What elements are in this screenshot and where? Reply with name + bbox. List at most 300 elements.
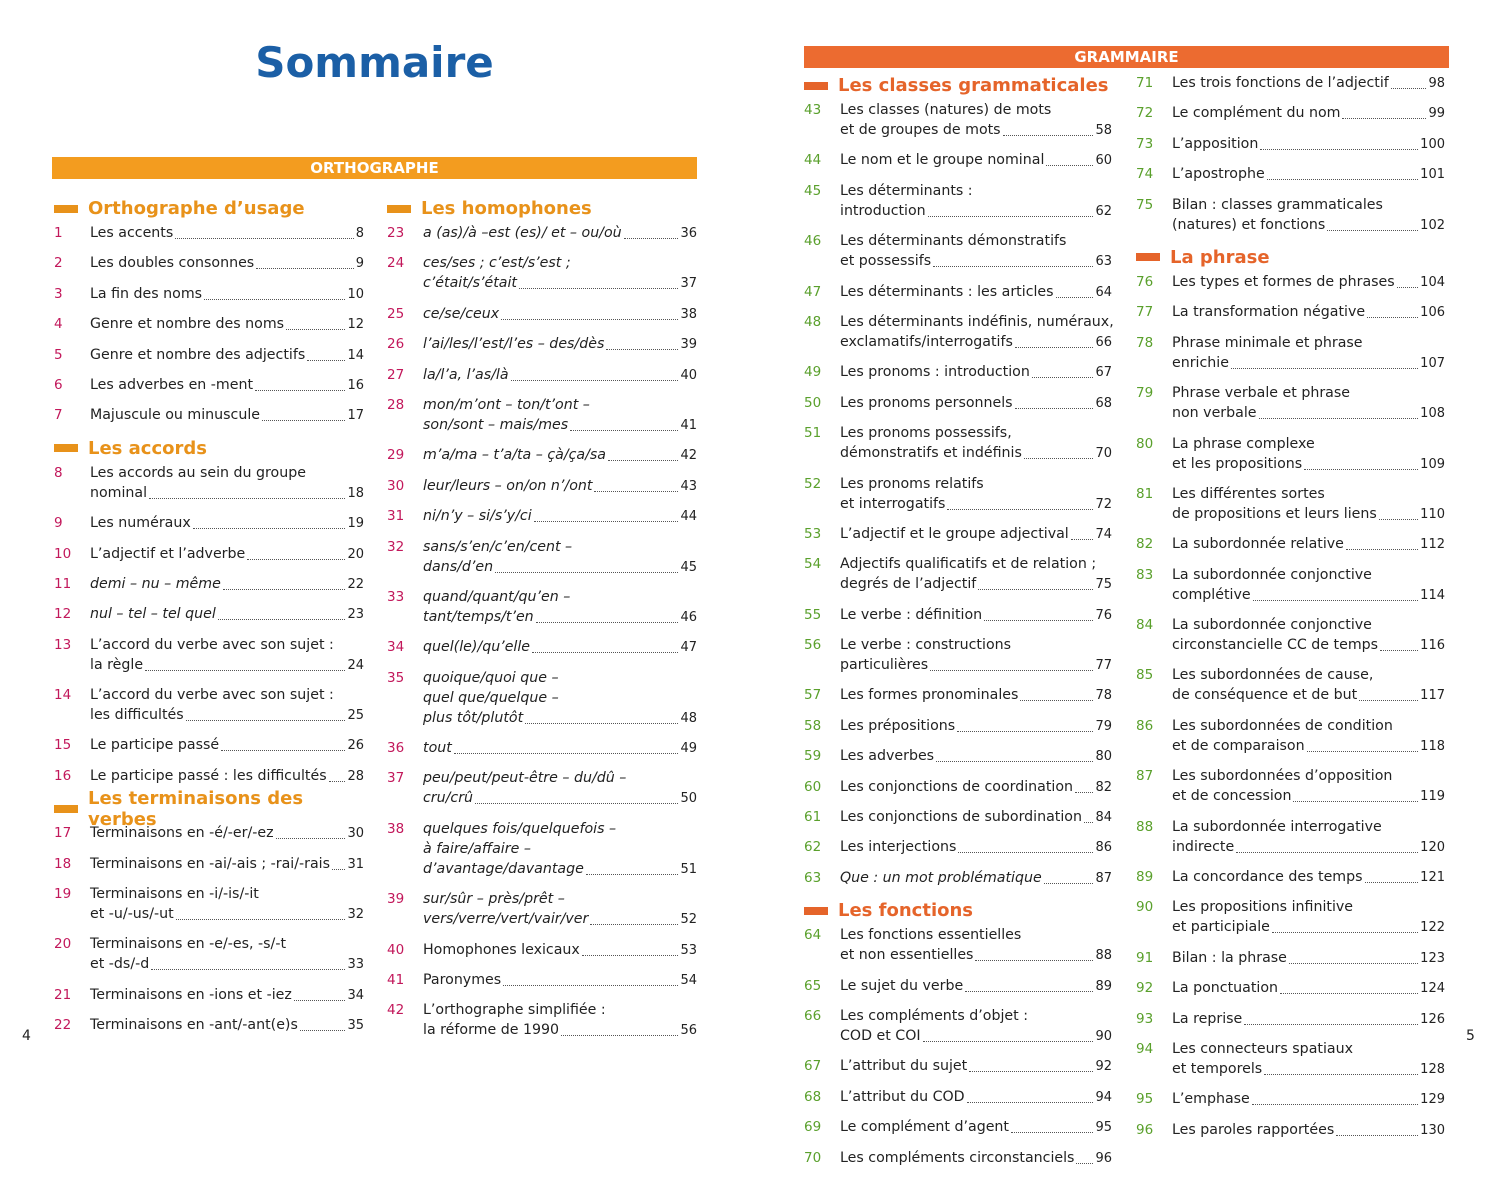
toc-entry[interactable] [1136, 383, 1445, 424]
dot-leader [1367, 316, 1418, 318]
toc-entry[interactable] [1136, 978, 1445, 999]
toc-entry[interactable] [1136, 164, 1445, 185]
toc-entry[interactable] [54, 463, 364, 504]
entry-line [1172, 766, 1445, 786]
entry-page: 74 [1095, 526, 1112, 542]
entry-number: 6 [54, 376, 63, 393]
entry-body [423, 738, 697, 759]
entry-line [840, 524, 1112, 545]
toc-entry[interactable] [387, 970, 697, 991]
toc-entry[interactable] [54, 766, 364, 787]
toc-entry[interactable] [54, 375, 364, 396]
entry-body [1172, 867, 1445, 888]
section-title: Les homophones [421, 198, 592, 219]
toc-entry[interactable] [54, 823, 364, 844]
entry-title: Les différentes sortes [1172, 485, 1325, 502]
entry-line [90, 766, 364, 787]
toc-entry[interactable] [1136, 484, 1445, 525]
entry-line [90, 544, 364, 565]
entry-number: 79 [1136, 385, 1154, 402]
dot-leader [294, 999, 346, 1001]
entry-page: 38 [680, 306, 697, 322]
toc-entry[interactable] [804, 1148, 1112, 1169]
toc-entry[interactable] [804, 524, 1112, 545]
toc-entry[interactable] [1136, 665, 1445, 706]
entry-body [840, 362, 1112, 383]
entry-number: 68 [804, 1088, 822, 1105]
toc-entry[interactable] [54, 884, 364, 925]
entry-title: Les accents [90, 225, 174, 241]
entry-number: 66 [804, 1007, 822, 1024]
entry-line [90, 705, 364, 726]
toc-entry[interactable] [1136, 302, 1445, 323]
entry-number: 16 [54, 767, 72, 784]
entry-number: 11 [54, 575, 72, 592]
dot-leader [965, 990, 1093, 992]
toc-entry[interactable] [54, 314, 364, 335]
toc-entry[interactable] [804, 554, 1112, 595]
toc-entry[interactable] [387, 940, 697, 961]
entry-number: 64 [804, 927, 822, 944]
entry-page: 87 [1095, 870, 1112, 886]
entry-body [423, 819, 697, 880]
toc-entry[interactable] [387, 445, 697, 466]
toc-entry[interactable] [804, 807, 1112, 828]
entry-line [1172, 215, 1445, 236]
toc-entry[interactable] [804, 1056, 1112, 1077]
dot-leader [536, 621, 679, 623]
toc-entry[interactable] [1136, 73, 1445, 94]
entry-line [423, 909, 697, 930]
entry-title: Que : un mot problématique [840, 869, 1042, 886]
entry-number: 20 [54, 936, 72, 953]
entry-page: 76 [1095, 607, 1112, 623]
entry-number: 9 [54, 515, 63, 532]
dot-leader [501, 318, 678, 320]
toc-entry[interactable] [1136, 195, 1445, 236]
toc-entry[interactable] [387, 365, 697, 386]
entry-number: 83 [1136, 566, 1154, 583]
toc-entry[interactable] [804, 282, 1112, 303]
entry-number: 77 [1136, 304, 1154, 321]
toc-entry[interactable] [54, 253, 364, 274]
entry-title: quand/quant/qu’en – [423, 588, 571, 605]
toc-entry[interactable] [804, 716, 1112, 737]
entry-page: 33 [347, 957, 364, 973]
toc-entry[interactable] [1136, 103, 1445, 124]
entry-title: tant/temps/t’en [423, 608, 534, 625]
entry-line [840, 746, 1112, 767]
section-title: Orthographe d’usage [88, 198, 305, 219]
entry-title: l’ai/les/l’est/l’es – des/dès [423, 336, 605, 353]
dot-leader [928, 215, 1094, 217]
toc-entry[interactable] [387, 506, 697, 527]
entry-number: 71 [1136, 75, 1154, 91]
entry-number: 50 [804, 394, 822, 411]
toc-entry[interactable] [387, 223, 697, 244]
entry-line [90, 854, 364, 875]
entry-title: Terminaisons en -ant/-ant(e)s [90, 1017, 298, 1034]
entry-line [423, 587, 697, 607]
toc-entry[interactable] [54, 1015, 364, 1036]
toc-entry[interactable] [1136, 134, 1445, 155]
toc-entry[interactable] [1136, 716, 1445, 757]
entry-title: et de concession [1172, 788, 1292, 805]
toc-entry[interactable] [387, 738, 697, 759]
entry-title: La subordonnée interrogative [1172, 818, 1382, 835]
toc-entry[interactable] [387, 304, 697, 325]
toc-entry[interactable] [1136, 817, 1445, 858]
toc-entry[interactable] [54, 405, 364, 426]
entry-line [1172, 534, 1445, 555]
entry-title: introduction [840, 202, 926, 219]
entry-title: enrichie [1172, 354, 1229, 371]
dot-leader [957, 730, 1093, 732]
entry-line [423, 637, 697, 658]
toc-entry[interactable] [804, 1117, 1112, 1138]
toc-entry[interactable] [54, 735, 364, 756]
entry-line [1172, 272, 1445, 293]
entry-title: Genre et nombre des noms [90, 316, 285, 333]
entry-body [90, 544, 364, 565]
entry-page: 20 [347, 546, 364, 562]
entry-number: 22 [54, 1017, 72, 1034]
entry-page: 23 [347, 607, 364, 623]
entry-line [423, 395, 697, 415]
orthographe-column-1 [54, 196, 364, 1046]
entry-page: 89 [1095, 978, 1112, 994]
dot-leader [1365, 881, 1419, 883]
toc-entry[interactable] [54, 934, 364, 975]
entry-title: (natures) et fonctions [1172, 216, 1326, 233]
dot-leader [590, 923, 678, 925]
entry-title: de propositions et leurs liens [1172, 505, 1377, 522]
dot-leader [1272, 931, 1418, 933]
toc-entry[interactable] [1136, 333, 1445, 374]
entry-body [90, 513, 364, 534]
entry-page: 99 [1428, 106, 1445, 122]
entry-number: 78 [1136, 334, 1154, 351]
entry-page: 119 [1420, 789, 1445, 805]
entry-page: 52 [680, 912, 697, 928]
entry-body [423, 506, 697, 527]
entry-line [1172, 1120, 1445, 1141]
toc-entry[interactable] [387, 1000, 697, 1041]
toc-entry[interactable] [54, 513, 364, 534]
entry-body [423, 537, 697, 578]
entry-body [1172, 948, 1445, 969]
toc-entry[interactable] [804, 605, 1112, 626]
entry-title: les difficultés [90, 707, 184, 724]
toc-entry[interactable] [387, 668, 697, 729]
toc-entry[interactable] [54, 574, 364, 595]
toc-entry[interactable] [804, 746, 1112, 767]
entry-title: de conséquence et de but [1172, 687, 1358, 704]
entry-number: 59 [804, 748, 822, 765]
toc-entry[interactable] [387, 253, 697, 294]
entry-page: 64 [1095, 284, 1112, 300]
dot-leader [193, 527, 346, 529]
entry-page: 116 [1420, 638, 1445, 654]
entry-line [90, 463, 364, 483]
entry-body [423, 445, 697, 466]
entry-page: 124 [1420, 981, 1445, 997]
entry-number: 56 [804, 637, 822, 654]
entry-body [90, 823, 364, 844]
dot-leader [1380, 649, 1418, 651]
entry-title: vers/verre/vert/vair/ver [423, 911, 589, 928]
entry-line [1172, 948, 1445, 969]
entry-body [90, 253, 364, 274]
entry-page: 22 [347, 576, 364, 592]
section-marker [1136, 253, 1160, 261]
toc-entry[interactable] [1136, 1009, 1445, 1030]
entry-line [90, 735, 364, 756]
entry-page: 104 [1420, 274, 1445, 290]
entry-line [423, 668, 697, 688]
entry-line [1172, 786, 1445, 807]
entry-number: 26 [387, 336, 405, 353]
entry-page: 96 [1095, 1150, 1112, 1166]
entry-number: 42 [387, 1002, 405, 1019]
toc-entry[interactable] [1136, 1039, 1445, 1080]
dot-leader [1252, 1103, 1418, 1105]
entry-number: 69 [804, 1119, 822, 1136]
entry-line [840, 362, 1112, 383]
toc-entry[interactable] [804, 423, 1112, 464]
entry-number: 35 [387, 669, 405, 686]
entry-title: quelques fois/quelquefois – [423, 820, 617, 837]
toc-entry[interactable] [1136, 565, 1445, 606]
toc-entry[interactable] [804, 925, 1112, 966]
entry-title: L’attribut du sujet [840, 1058, 968, 1075]
toc-entry[interactable] [1136, 948, 1445, 969]
entry-number: 41 [387, 972, 405, 989]
entry-line [423, 557, 697, 578]
entry-body [1172, 164, 1445, 185]
dot-leader [1379, 518, 1418, 520]
entry-title: quel que/quelque – [423, 689, 559, 706]
section-title: Les fonctions [838, 900, 974, 922]
entry-line [1172, 1059, 1445, 1080]
entry-page: 129 [1420, 1092, 1445, 1108]
toc-entry[interactable] [804, 635, 1112, 676]
entry-page: 16 [347, 377, 364, 393]
entry-page: 49 [680, 741, 697, 757]
toc-entry[interactable] [387, 395, 697, 436]
dot-leader [1076, 1162, 1093, 1164]
dot-leader [503, 984, 678, 986]
entry-line [90, 574, 364, 595]
entry-title: La subordonnée conjonctive [1172, 617, 1372, 634]
dot-leader [1307, 750, 1419, 752]
toc-entry[interactable] [1136, 1120, 1445, 1141]
entry-title: et participiale [1172, 919, 1270, 936]
section-marker [54, 205, 78, 213]
entry-line [840, 494, 1112, 515]
toc-entry[interactable] [387, 334, 697, 355]
entry-page: 82 [1095, 779, 1112, 795]
toc-entry[interactable] [387, 768, 697, 809]
entry-title: Les prépositions [840, 717, 956, 734]
toc-entry[interactable] [387, 587, 697, 628]
dot-leader [1015, 407, 1094, 409]
entry-line [1172, 585, 1445, 606]
entry-title: Les déterminants : [840, 182, 973, 199]
toc-entry[interactable] [54, 345, 364, 366]
dot-leader [262, 419, 345, 421]
toc-entry[interactable] [54, 223, 364, 244]
entry-title: Les propositions infinitive [1172, 899, 1354, 916]
dot-leader [561, 1034, 678, 1036]
dot-leader [151, 968, 345, 970]
entry-title: Les subordonnées de cause, [1172, 667, 1374, 684]
entry-title: La phrase complexe [1172, 435, 1315, 452]
toc-entry[interactable] [804, 1087, 1112, 1108]
dot-leader [594, 490, 678, 492]
toc-entry[interactable] [804, 474, 1112, 515]
toc-entry[interactable] [387, 476, 697, 497]
entry-line [90, 1015, 364, 1036]
entry-body [840, 100, 1112, 141]
entry-line [1172, 383, 1445, 403]
orthographe-band: ORTHOGRAPHE [52, 157, 697, 179]
dot-leader [218, 618, 346, 620]
entry-body [90, 934, 364, 975]
entry-page: 110 [1420, 506, 1445, 522]
section-title: La phrase [1170, 246, 1270, 268]
toc-entry[interactable] [1136, 897, 1445, 938]
entry-line [840, 443, 1112, 464]
entry-number: 47 [804, 283, 822, 300]
toc-entry[interactable] [54, 544, 364, 565]
entry-title: et les propositions [1172, 455, 1303, 472]
toc-entry[interactable] [804, 150, 1112, 171]
entry-title: d’avantage/davantage [423, 860, 584, 877]
entry-body [90, 284, 364, 305]
entry-number: 10 [54, 545, 72, 562]
toc-entry[interactable] [1136, 867, 1445, 888]
toc-entry[interactable] [804, 181, 1112, 222]
toc-entry[interactable] [54, 685, 364, 726]
toc-entry[interactable] [54, 985, 364, 1006]
entry-number: 89 [1136, 869, 1154, 886]
entry-number: 27 [387, 366, 405, 383]
entry-line [423, 1000, 697, 1020]
section-heading [1136, 245, 1445, 270]
entry-title: Phrase verbale et phrase [1172, 385, 1350, 402]
entry-title: COD et COI [840, 1027, 921, 1044]
entry-line [1172, 615, 1445, 635]
entry-number: 29 [387, 447, 405, 464]
entry-number: 14 [54, 687, 72, 704]
entry-title: Terminaisons en -ions et -iez [90, 986, 292, 1003]
toc-entry[interactable] [804, 777, 1112, 798]
entry-number: 1 [54, 225, 63, 241]
entry-number: 90 [1136, 899, 1154, 916]
toc-entry[interactable] [804, 100, 1112, 141]
entry-title: Les classes (natures) de mots [840, 102, 1052, 118]
dot-leader [532, 651, 678, 653]
dot-leader [186, 719, 346, 721]
entry-body [1172, 302, 1445, 323]
entry-body [423, 889, 697, 930]
entry-line [90, 345, 364, 366]
entry-line [423, 970, 697, 991]
entry-page: 114 [1420, 587, 1445, 603]
dot-leader [1071, 538, 1094, 540]
entry-title: Le complément du nom [1172, 105, 1341, 122]
entry-line [1172, 454, 1445, 475]
toc-entry[interactable] [804, 231, 1112, 272]
entry-line [423, 607, 697, 628]
entry-line [840, 1026, 1112, 1047]
toc-entry[interactable] [54, 284, 364, 305]
toc-entry[interactable] [54, 604, 364, 625]
toc-entry[interactable] [804, 976, 1112, 997]
entry-title: Phrase minimale et phrase [1172, 334, 1363, 351]
toc-entry[interactable] [804, 312, 1112, 353]
entry-page: 39 [680, 337, 697, 353]
toc-entry[interactable] [1136, 272, 1445, 293]
entry-number: 75 [1136, 196, 1154, 213]
toc-entry[interactable] [387, 819, 697, 880]
toc-entry[interactable] [804, 837, 1112, 858]
dot-leader [1346, 548, 1418, 550]
entry-body [840, 685, 1112, 706]
entry-page: 68 [1095, 395, 1112, 411]
entry-page: 43 [680, 478, 697, 494]
entry-number: 18 [54, 855, 72, 872]
entry-title: leur/leurs – on/on n’/ont [423, 477, 593, 494]
entry-body [423, 395, 697, 436]
toc-entry[interactable] [54, 635, 364, 676]
entry-title: L’accord du verbe avec son sujet : [90, 687, 334, 704]
entry-line [840, 332, 1112, 353]
toc-entry[interactable] [1136, 434, 1445, 475]
toc-entry[interactable] [1136, 1089, 1445, 1110]
toc-entry[interactable] [804, 868, 1112, 889]
entry-page: 108 [1420, 406, 1445, 422]
entry-line [90, 685, 364, 705]
entry-page: 126 [1420, 1011, 1445, 1027]
toc-entry[interactable] [387, 889, 697, 930]
toc-entry[interactable] [804, 685, 1112, 706]
entry-line [423, 688, 697, 708]
entry-number: 45 [804, 182, 822, 199]
toc-entry[interactable] [804, 393, 1112, 414]
entry-title: Les déterminants indéfinis, numéraux, [840, 313, 1114, 330]
entry-line [423, 365, 697, 386]
entry-line [90, 513, 364, 534]
toc-entry[interactable] [1136, 615, 1445, 656]
entry-line [840, 605, 1112, 626]
entry-body [840, 1087, 1112, 1108]
entry-line [1172, 434, 1445, 454]
toc-entry[interactable] [1136, 766, 1445, 807]
toc-entry[interactable] [1136, 534, 1445, 555]
toc-entry[interactable] [387, 537, 697, 578]
entry-line [1172, 978, 1445, 999]
toc-entry[interactable] [804, 362, 1112, 383]
entry-number: 87 [1136, 768, 1154, 785]
entry-line [1172, 103, 1445, 124]
toc-entry[interactable] [387, 637, 697, 658]
toc-entry[interactable] [54, 854, 364, 875]
entry-line [1172, 504, 1445, 525]
entry-body [840, 1056, 1112, 1077]
toc-entry[interactable] [804, 1006, 1112, 1047]
